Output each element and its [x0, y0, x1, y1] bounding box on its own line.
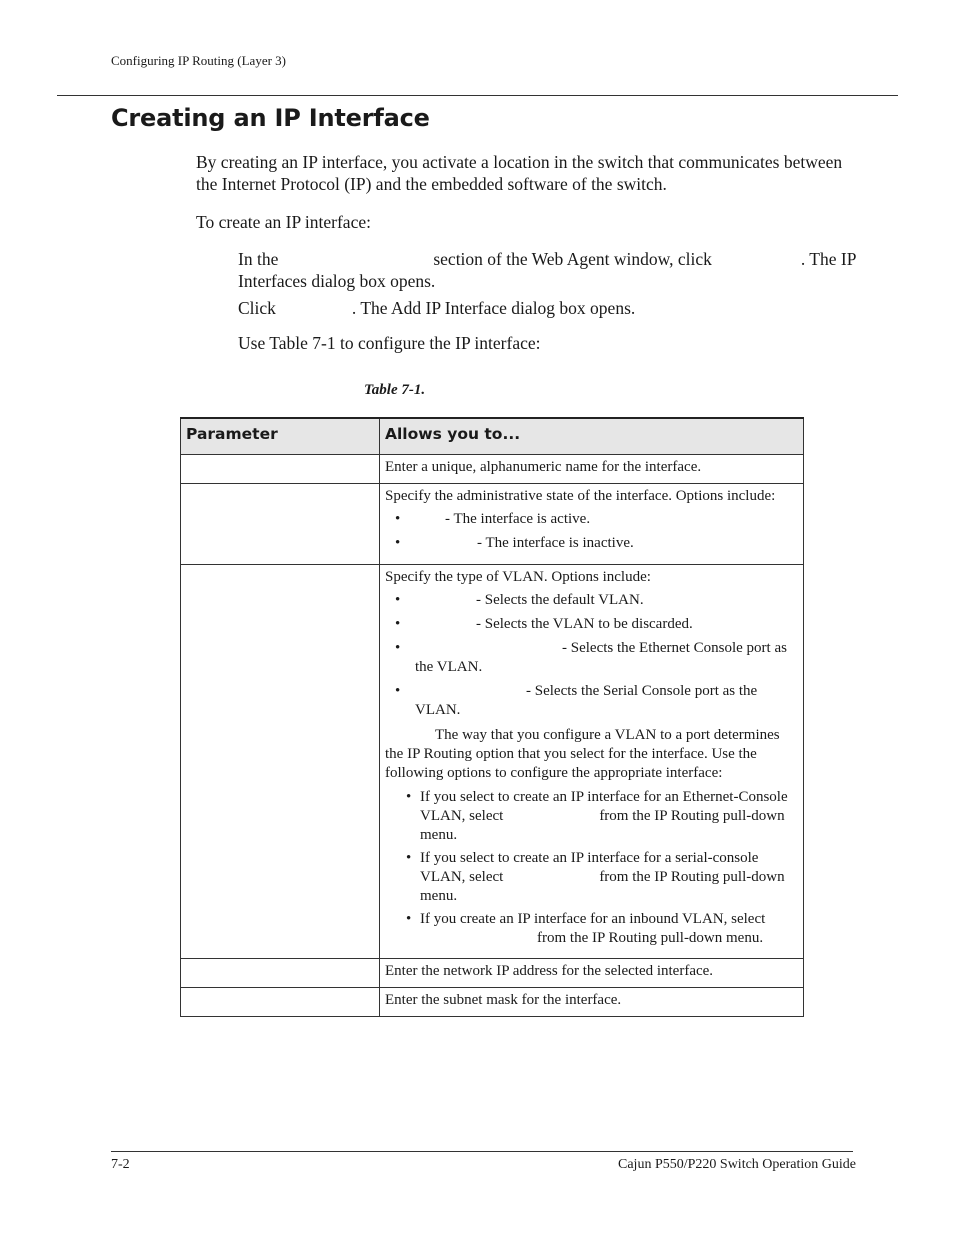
- bullet-icon: •: [406, 789, 412, 805]
- bullet-icon: •: [406, 911, 412, 927]
- step-1: [238, 248, 868, 292]
- list-item: • If you create an IP interface for an inbound VLAN, selectfrom the IP Routing pull-down menu.: [406, 911, 766, 946]
- table-row: [181, 484, 804, 565]
- bullet-icon: •: [406, 850, 412, 866]
- bullet-icon: •: [395, 511, 401, 527]
- guide-title: Cajun P550/P220 Switch Operation Guide: [618, 1157, 856, 1172]
- description-cell: [380, 484, 804, 565]
- table-row: [181, 455, 804, 484]
- list-item: • If you select to create an IP interface for an Ethernet-Console VLAN, select from the IP Routing pull-down menu.: [406, 789, 788, 843]
- footer-rule: [111, 1151, 853, 1152]
- parameter-cell: [181, 565, 380, 959]
- list-item: • If you select to create an IP interface for a serial-console VLAN, select from the IP Routing pull-down menu.: [406, 850, 785, 904]
- column-header-allows: Allows you to...: [380, 418, 804, 455]
- table-caption: Table 7-1.: [364, 382, 426, 398]
- note-text: The way that you configure a VLAN to a port determines the IP Routing option that you select for the interface. Use the following options to configure the appropriate interface:: [385, 727, 780, 781]
- description-cell: [380, 565, 804, 959]
- description-text: Specify the administrative state of the interface. Options include:: [385, 488, 776, 504]
- sub-option-list: [385, 788, 797, 948]
- parameters-table: [180, 417, 804, 1017]
- description-cell: Enter the network IP address for the selected interface.: [380, 959, 804, 988]
- parameter-cell: [181, 455, 380, 484]
- list-item: • - Selects the Ethernet Console port as the VLAN.: [395, 640, 787, 675]
- parameter-cell: [181, 959, 380, 988]
- list-item: • - The interface is active.: [395, 511, 591, 527]
- table-header-row: [181, 418, 804, 455]
- step-2-text-b: . The Add IP Interface dialog box opens.: [351, 298, 636, 318]
- bullet-icon: •: [395, 535, 401, 551]
- list-item: • - The interface is inactive.: [395, 535, 634, 551]
- list-item: • - Selects the default VLAN.: [395, 592, 644, 608]
- table-row: [181, 959, 804, 988]
- list-item: • - Selects the Serial Console port as the VLAN.: [395, 683, 758, 718]
- description-cell: Enter a unique, alphanumeric name for the interface.: [380, 455, 804, 484]
- table-row: [181, 988, 804, 1017]
- list-item: • - Selects the VLAN to be discarded.: [395, 616, 693, 632]
- option-list: [385, 510, 797, 553]
- step-2: [238, 297, 868, 319]
- step-1-text-a: In the: [238, 249, 279, 269]
- step-1-text-b: section of the Web Agent window, click: [433, 249, 712, 269]
- step-3: Use Table 7-1 to configure the IP interface:: [238, 333, 541, 353]
- parameter-cell: [181, 484, 380, 565]
- column-header-parameter: Parameter: [181, 418, 380, 455]
- running-header: Configuring IP Routing (Layer 3): [111, 53, 286, 68]
- page-number: 7-2: [111, 1157, 130, 1172]
- parameter-cell: [181, 988, 380, 1017]
- bullet-icon: •: [395, 616, 401, 632]
- step-1-text-c: . The IP Interfaces dialog box opens.: [238, 249, 856, 291]
- bullet-icon: •: [395, 592, 401, 608]
- page-title: Creating an IP Interface: [111, 104, 430, 132]
- lead-paragraph: To create an IP interface:: [196, 212, 371, 232]
- description-cell: Enter the subnet mask for the interface.: [380, 988, 804, 1017]
- bullet-icon: •: [395, 683, 401, 699]
- intro-paragraph: By creating an IP interface, you activate a location in the switch that communicates between the Internet Protocol (IP) and the embedded software of the switch.: [196, 152, 843, 194]
- table-row: [181, 565, 804, 959]
- step-2-text-a: Click: [238, 298, 276, 318]
- bullet-icon: •: [395, 640, 401, 656]
- description-text: Specify the type of VLAN. Options include:: [385, 569, 651, 585]
- option-list: [385, 591, 797, 720]
- header-rule: [57, 95, 898, 96]
